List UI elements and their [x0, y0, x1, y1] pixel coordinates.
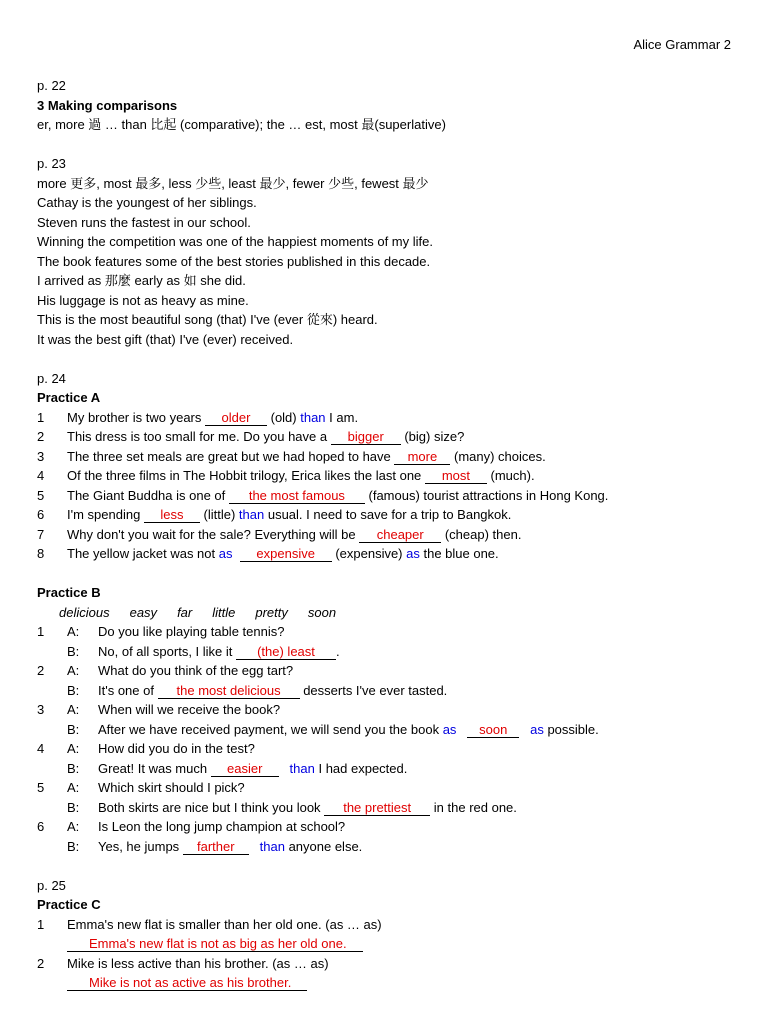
dialogue-text: Which skirt should I pick?	[98, 780, 245, 795]
keyword: than	[289, 760, 315, 776]
answer-blank: expensive	[240, 547, 332, 562]
speaker-label: A:	[67, 702, 80, 717]
answer-blank: bigger	[331, 430, 401, 445]
answer-blank: the most delicious	[158, 684, 300, 699]
word-bank-word: little	[212, 604, 236, 620]
item-number: 1	[37, 916, 45, 932]
answer-blank: less	[144, 508, 200, 523]
item-text: This dress is too small for me. Do you have a	[67, 429, 331, 444]
speaker-label: B:	[67, 682, 80, 698]
dialogue-text: Both skirts are nice but I think you look	[98, 799, 325, 815]
dialogue-line-a	[37, 817, 737, 837]
practice-a-item	[37, 447, 737, 467]
item-text: the blue one.	[419, 546, 499, 561]
document-header: Alice Grammar 2	[633, 37, 731, 52]
item-number: 3	[37, 448, 45, 464]
dialogue-line-a	[37, 778, 737, 798]
item-number: 2	[37, 429, 45, 444]
item-text: My brother is two years	[67, 409, 205, 425]
practice-a-item	[37, 466, 737, 486]
document-body	[37, 76, 737, 993]
answer-blank: cheaper	[359, 528, 441, 543]
practice-c-answer	[37, 973, 737, 993]
example-line: This is the most beautiful song (that) I've (ever 從來) heard.	[37, 312, 378, 327]
item-text: Of the three films in The Hobbit trilogy, Erica likes the last one	[67, 468, 425, 483]
word-bank-word: far	[177, 604, 193, 620]
answer-blank: older	[205, 411, 267, 426]
example-line: more 更多, most 最多, less 少些, least 最少, fewer 少些, fewest 最少	[37, 175, 429, 191]
answer-blank: the most famous	[229, 489, 365, 504]
item-number: 2	[37, 955, 45, 971]
dialogue-line-b	[37, 720, 737, 740]
dialogue-line-b	[37, 642, 737, 662]
speaker-label: A:	[67, 819, 80, 834]
keyword: as	[406, 546, 420, 561]
example-line: It was the best gift (that) I've (ever) received.	[37, 331, 294, 347]
speaker-label: A:	[67, 624, 80, 639]
practice-a-item	[37, 544, 737, 564]
speaker-label: A:	[67, 780, 80, 795]
dialogue-text: No, of all sports, I like it	[98, 643, 236, 659]
speaker-label: B:	[67, 799, 80, 815]
example-line: Cathay is the youngest of her siblings.	[37, 195, 257, 210]
example-line: Steven runs the fastest in our school.	[37, 214, 251, 230]
item-number: 7	[37, 526, 45, 542]
practice-a-title: Practice A	[37, 390, 101, 405]
dialogue-text: It's one of	[98, 682, 158, 698]
item-number: 1	[37, 624, 45, 639]
dialogue-line-a	[37, 622, 737, 642]
speaker-label: B:	[67, 760, 80, 776]
dialogue-text: in the red one.	[430, 799, 517, 815]
practice-a-item	[37, 525, 737, 545]
answer-blank: more	[394, 450, 450, 465]
answer-blank: easier	[211, 762, 279, 777]
page-ref-24: p. 24	[37, 370, 66, 386]
comparison-rule: er, more 過 … than 比起 (comparative); the … est, most 最(superlative)	[37, 117, 446, 132]
speaker-label: A:	[67, 663, 80, 678]
dialogue-text: I had expected.	[314, 760, 408, 776]
keyword: than	[300, 409, 326, 425]
word-bank	[37, 603, 737, 623]
item-text: (much).	[486, 468, 535, 483]
practice-a-item	[37, 408, 737, 428]
item-number: 4	[37, 468, 45, 483]
dialogue-text: Great! It was much	[98, 760, 211, 776]
answer-blank: soon	[467, 723, 519, 738]
dialogue-text: After we have received payment, we will send you the book	[98, 721, 443, 737]
item-text: The Giant Buddha is one of	[67, 487, 229, 503]
dialogue-text: .	[336, 643, 340, 659]
word-bank-word: soon	[307, 604, 337, 620]
page-ref-23: p. 23	[37, 156, 66, 171]
dialogue-line-a	[37, 661, 737, 681]
keyword: as	[530, 721, 544, 737]
question-text: Emma's new flat is smaller than her old one. (as … as)	[67, 916, 382, 932]
answer-line: Mike is not as active as his brother.	[67, 976, 307, 991]
speaker-label: B:	[67, 643, 80, 659]
dialogue-text: anyone else.	[284, 838, 363, 854]
practice-a-item	[37, 427, 737, 447]
answer-blank: most	[425, 469, 487, 484]
answer-blank: (the) least	[236, 645, 336, 660]
item-text: (expensive)	[331, 546, 407, 561]
example-line: Winning the competition was one of the happiest moments of my life.	[37, 234, 433, 249]
dialogue-line-b	[37, 759, 737, 779]
answer-line: Emma's new flat is not as big as her old one.	[67, 937, 363, 952]
dialogue-text: Yes, he jumps	[98, 838, 183, 854]
answer-blank: the prettiest	[324, 801, 430, 816]
speaker-label: B:	[67, 721, 80, 737]
word-bank-word: pretty	[255, 604, 288, 620]
dialogue-line-b	[37, 681, 737, 701]
practice-a-item	[37, 486, 737, 506]
dialogue-line-b	[37, 798, 737, 818]
speaker-label: B:	[67, 838, 80, 854]
item-number: 6	[37, 507, 45, 522]
question-text: Mike is less active than his brother. (as … as)	[67, 955, 329, 971]
practice-a-item	[37, 505, 737, 525]
item-number: 4	[37, 741, 45, 756]
dialogue-text: possible.	[543, 721, 599, 737]
answer-blank: farther	[183, 840, 249, 855]
keyword: as	[218, 546, 233, 561]
item-number: 6	[37, 819, 45, 834]
item-number: 5	[37, 780, 45, 795]
dialogue-text: What do you think of the egg tart?	[98, 663, 294, 678]
dialogue-line-a	[37, 739, 737, 759]
practice-c-answer	[37, 934, 737, 954]
example-line: His luggage is not as heavy as mine.	[37, 292, 249, 308]
practice-b-title: Practice B	[37, 585, 101, 600]
dialogue-text: When will we receive the book?	[98, 702, 281, 717]
item-text: (old)	[267, 409, 301, 425]
keyword: than	[238, 507, 265, 522]
item-text: The yellow jacket was not	[67, 546, 219, 561]
section-heading: 3 Making comparisons	[37, 97, 178, 113]
item-number: 1	[37, 409, 45, 425]
page-ref-22: p. 22	[37, 78, 66, 93]
item-number: 2	[37, 663, 45, 678]
dialogue-text: desserts I've ever tasted.	[299, 682, 448, 698]
item-text: I'm spending	[67, 507, 144, 522]
practice-c-title: Practice C	[37, 897, 101, 912]
practice-c-question	[37, 915, 737, 935]
item-text: (famous) tourist attractions in Hong Kong.	[364, 487, 609, 503]
item-number: 5	[37, 487, 45, 503]
item-text: The three set meals are great but we had hoped to have	[67, 448, 395, 464]
example-line: The book features some of the best stories published in this decade.	[37, 253, 431, 269]
item-text: (cheap) then.	[441, 526, 522, 542]
practice-c-question	[37, 954, 737, 974]
item-text: usual. I need to save for a trip to Bangkok.	[264, 507, 512, 522]
item-text: I am.	[325, 409, 359, 425]
dialogue-text: Do you like playing table tennis?	[98, 624, 285, 639]
dialogue-line-b	[37, 837, 737, 857]
keyword: as	[442, 721, 457, 737]
dialogue-text: How did you do in the test?	[98, 741, 255, 756]
item-text: (many) choices.	[450, 448, 546, 464]
keyword: than	[259, 838, 285, 854]
word-bank-word: easy	[129, 604, 158, 620]
word-bank-word: delicious	[59, 604, 110, 620]
item-text: (big) size?	[400, 429, 465, 444]
item-number: 8	[37, 546, 45, 561]
item-number: 3	[37, 702, 45, 717]
dialogue-text: Is Leon the long jump champion at school?	[98, 819, 346, 834]
speaker-label: A:	[67, 741, 80, 756]
page-ref-25: p. 25	[37, 877, 66, 893]
item-text: (little)	[199, 507, 239, 522]
example-line: I arrived as 那麼 early as 如 she did.	[37, 273, 246, 288]
item-text: Why don't you wait for the sale? Everything will be	[67, 526, 360, 542]
dialogue-line-a	[37, 700, 737, 720]
